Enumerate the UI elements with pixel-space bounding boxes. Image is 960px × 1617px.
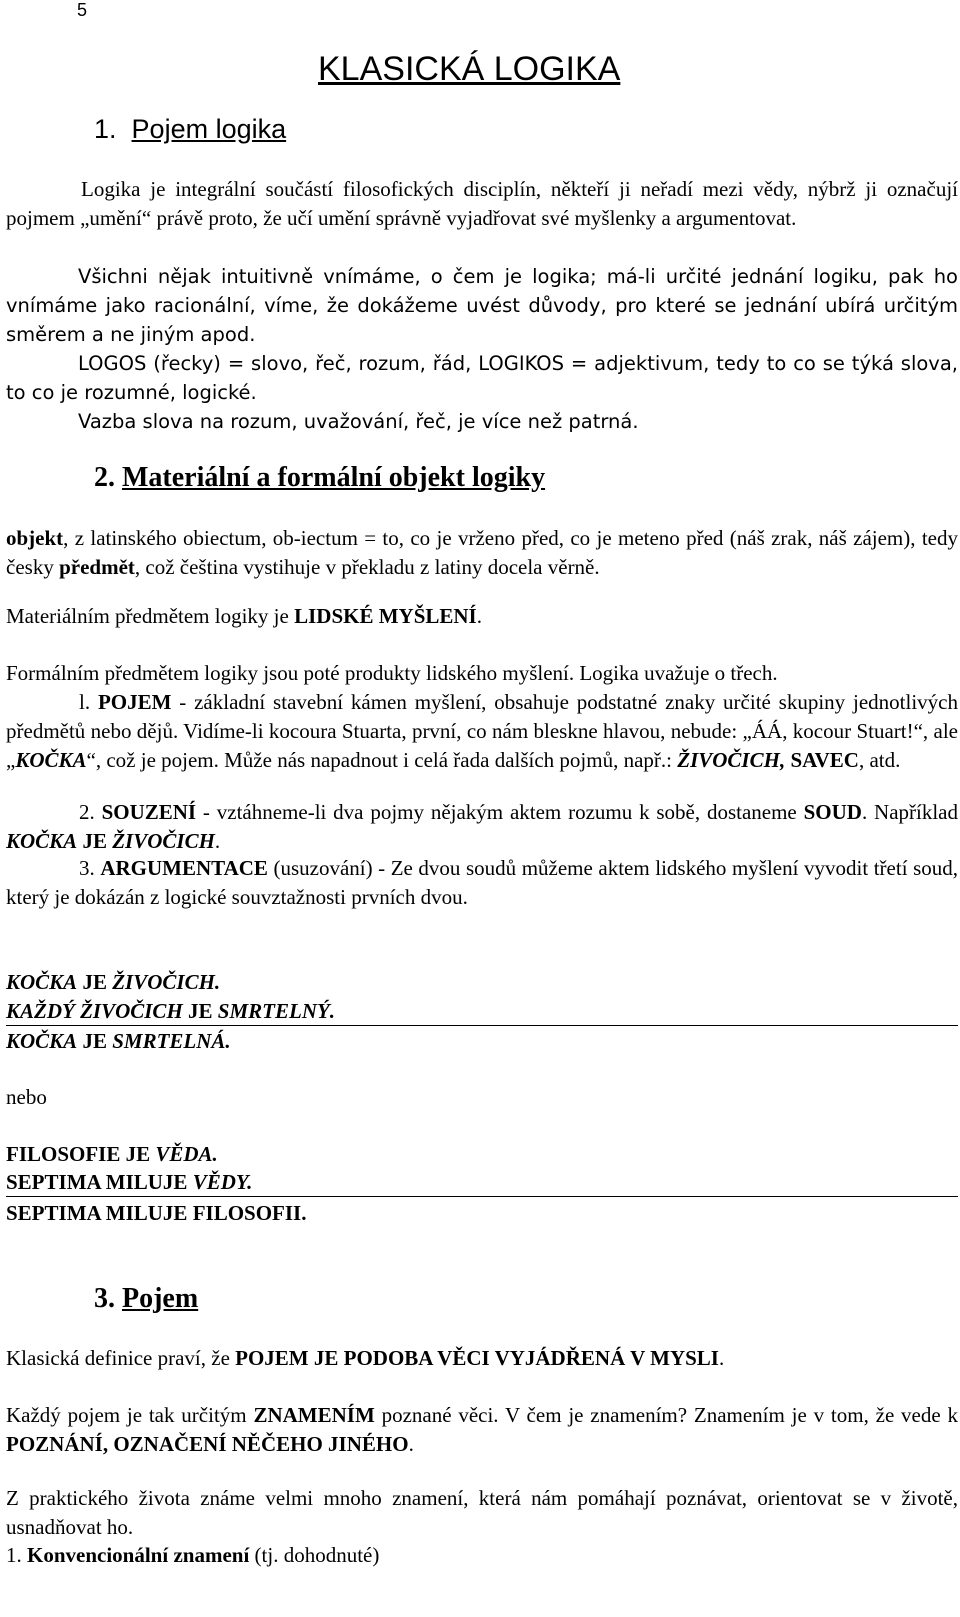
syllogism-1-premise-1 (6, 968, 220, 997)
term-konvencionalni: Konvencionální znamení (27, 1543, 250, 1567)
syllogism-2-premise-1 (6, 1140, 218, 1169)
s3-item-1-number: 1. (6, 1543, 22, 1567)
section-2-heading (94, 462, 545, 494)
s1-l2-a: KAŽDÝ ŽIVOČICH (6, 999, 183, 1023)
term-savec: SAVEC (790, 748, 859, 772)
s2-l2-a: SEPTIMA MILUJE (6, 1170, 193, 1194)
section-1-paragraph-3: LOGOS (řecky) = slovo, řeč, rozum, řád, LOGIKOS = adjektivum, tedy to co se týká slova, to co je rozumné, logické. (6, 352, 958, 404)
souzeni-text-a: - vztáhneme-li dva pojmy nějakým aktem rozumu k sobě, dostaneme (196, 800, 804, 824)
item-1-number: l. (79, 690, 91, 714)
souzeni-text-c: . (214, 829, 221, 853)
term-poznani: POZNÁNÍ, OZNAČENÍ NĚČEHO JINÉHO (6, 1432, 409, 1456)
pojem-text-b: “, což je pojem. Může nás napadnout i celá řada dalších pojmů, např.: (86, 748, 678, 772)
section-3-number: 3. (94, 1283, 115, 1314)
term-argumentace: ARGUMENTACE (100, 856, 268, 880)
example-kocka: KOČKA (6, 829, 78, 853)
term-zivocich: ŽIVOČICH, (677, 748, 786, 772)
souzeni-text-b: . Například (861, 800, 958, 824)
s2-l2-b: VĚDY. (192, 1170, 253, 1194)
page-number: 5 (77, 0, 88, 20)
syllogism-2-divider (6, 1196, 958, 1197)
term-kocka: KOČKA (15, 748, 87, 772)
item-3-number: 3. (79, 856, 95, 880)
s1-l3-je: JE (82, 1029, 107, 1053)
material-text-b: . (476, 604, 482, 628)
section-1-number: 1. (94, 114, 117, 144)
example-je: JE (82, 829, 107, 853)
syllogism-1-divider (6, 1025, 958, 1026)
s1-l1-je: JE (82, 970, 107, 994)
section-3-heading (94, 1283, 198, 1315)
section-2-paragraph-material (6, 602, 482, 631)
s1-l1-b: ŽIVOČICH. (112, 970, 221, 994)
section-3-paragraph-znameni (6, 1401, 958, 1459)
syllogism-1-premise-2 (6, 997, 335, 1026)
term-pojem: POJEM (97, 690, 172, 714)
s1-l3-a: KOČKA (6, 1029, 78, 1053)
term-znamenim: ZNAMENÍM (253, 1403, 375, 1427)
syllogism-2-conclusion: SEPTIMA MILUJE FILOSOFII. (6, 1201, 307, 1225)
konvencionalni-rest: (tj. dohodnuté) (249, 1543, 380, 1567)
section-2-paragraph-objekt (6, 524, 958, 582)
pojem-text-c: , atd. (858, 748, 901, 772)
pojem-text-a: - základní stavební kámen myšlení, obsahuje podstatné znaky určité skupiny jednotlivých předmětů nebo dějů. Vidíme-li kocoura Stuarta, první, co nám bleskne hlavou, nebude: „ÁÁ, kocour Stuart!“, ale „ (6, 690, 958, 772)
section-1-title: Pojem logika (131, 114, 287, 144)
section-2-number: 2. (94, 462, 115, 493)
s2-l1-b: VĚDA. (155, 1142, 218, 1166)
s1-l3-b: SMRTELNÁ. (112, 1029, 231, 1053)
def-term: POJEM JE PODOBA VĚCI VYJÁDŘENÁ V MYSLI (235, 1346, 719, 1370)
term-soud: SOUD (803, 800, 862, 824)
section-1-paragraph-2: Všichni nějak intuitivně vnímáme, o čem je logika; má-li určité jednání logiku, pak ho vnímáme jako racionální, víme, že dokážeme uvést důvody, pro které se jednání ubírá určitým směrem a ne jiným apod. (6, 265, 958, 346)
section-1-paragraph-4: Vazba slova na rozum, uvažování, řeč, je více než patrná. (78, 410, 639, 433)
nebo-label: nebo (6, 1085, 47, 1109)
term-lidske-mysleni: LIDSKÉ MYŠLENÍ (294, 604, 477, 628)
section-1-heading (94, 114, 286, 145)
section-1-paragraph-1: Logika je integrální součástí filosofických disciplín, někteří ji neřadí mezi vědy, nýbrž ji označují pojmem „umění“ právě proto, že učí umění správně vyjadřovat své myšlenky a argumentovat. (6, 177, 958, 230)
section-2-item-souzeni (6, 798, 958, 856)
s2-l1-a: FILOSOFIE JE (6, 1142, 156, 1166)
argumentace-text: (usuzování) - Ze dvou soudů můžeme aktem lidského myšlení vyvodit třetí soud, který je dokázán z logické souvztažnosti prvních dvou. (6, 856, 959, 909)
s1-l2-je: JE (188, 999, 213, 1023)
s1-l2-b: SMRTELNÝ. (217, 999, 336, 1023)
objekt-text-a: , z latinského obiectum, ob-iectum = to, co je vrženo před, co je meteno před (náš zrak, náš zájem), tedy česky (6, 526, 958, 579)
def-text-a: Klasická definice praví, že (6, 1346, 236, 1370)
syllogism-1-conclusion (6, 1027, 231, 1056)
section-3-paragraph-definition (6, 1344, 724, 1373)
item-2-number: 2. (79, 800, 95, 824)
objekt-text-b: , což čeština vystihuje v překladu z latiny docela věrně. (134, 555, 600, 579)
section-2-paragraph-formal: Formálním předmětem logiky jsou poté produkty lidského myšlení. Logika uvažuje o třech. (6, 661, 778, 685)
section-2-item-argumentace (6, 854, 958, 912)
term-souzeni: SOUZENÍ (101, 800, 197, 824)
syllogism-2-premise-2 (6, 1168, 252, 1197)
s1-l1-a: KOČKA (6, 970, 78, 994)
znameni-text-e: . (408, 1432, 414, 1456)
znameni-text-a: Každý pojem je tak určitým (6, 1403, 254, 1427)
def-text-c: . (718, 1346, 725, 1370)
section-2-title: Materiální a formální objekt logiky (122, 462, 546, 493)
chapter-title: KLASICKÁ LOGIKA (318, 50, 621, 88)
section-3-item-konvencionalni (6, 1541, 379, 1570)
example-zivocich: ŽIVOČICH (112, 829, 215, 853)
znameni-text-c: poznané věci. V čem je znamením? Znamením je v tom, že vede k (374, 1403, 959, 1427)
term-predmet: předmět (59, 555, 135, 579)
section-3-paragraph-practical: Z praktického života známe velmi mnoho znamení, která nám pomáhají poznávat, orientovat se v životě, usnadňovat ho. (6, 1486, 958, 1539)
material-text-a: Materiálním předmětem logiky je (6, 604, 295, 628)
section-2-item-pojem (6, 688, 958, 775)
term-objekt: objekt (6, 526, 64, 550)
section-3-title: Pojem (122, 1283, 199, 1314)
